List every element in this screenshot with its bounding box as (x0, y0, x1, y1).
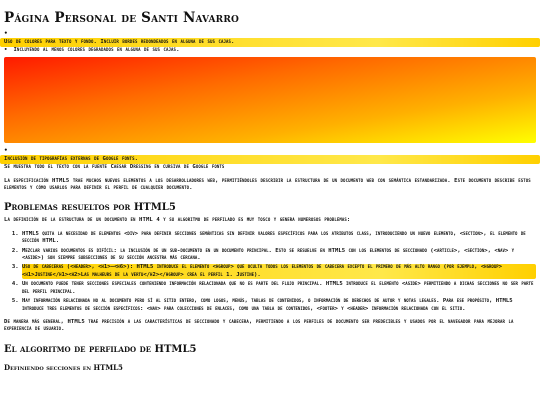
problem-item: 5. Hay información relacionada no al documento pero sí al sitio entero, como logos, menús, tablas de contenidos, o información de derechos de autor y notas legales. Para ese propósito, HTML5 introduce tres elementos de sección específicos: <nav> para colecciones de enlaces, como una tabla de contenidos, <footer> y <header> información relacionada con el sitio. (22, 298, 536, 313)
problem-item: 2. Mezclar varios documentos es difícil: la inclusión de un sub-documento en un documento principal. Esto se resuelve en HTML5 con los elementos de seccionado (<article>, <section>, <nav> y <aside>) son siempre subsecciones de su sección ancestra más cercana. (22, 248, 536, 263)
problems-list (4, 231, 536, 313)
fonts-requirement-highlight: Inclusión de tipografías externas de Google fonts. (0, 155, 540, 164)
colors-requirement-highlight: Uso de colores para texto y fondo. Incluir bordes redondeados en alguna de sus cajas. (0, 38, 540, 47)
problem-item: 3. Uso de cabeceras (<header>, <h1>–<h6>): HTML5 introduce el elemento <hgroup> que oculta todos los elementos de cabecera excepto el primero de más alto rango (por ejemplo, <hgroup><h1>Justine</h1><h2>Las malheurs de la vertu</h2></hgroup> crea el perfil 1. Justine). (22, 264, 536, 279)
bullet-marker-2: • (4, 146, 8, 154)
problems-intro: La definición de la estructura de un documento en HTML 4 y su algoritmo de perfilado es muy tosco y genera numerosos problemas: (4, 217, 351, 224)
gradient-box (4, 57, 536, 143)
algorithm-subheading: Definiendo secciones en HTML5 (4, 362, 123, 372)
gradient-sub-item (4, 47, 536, 54)
problems-closing: De manera más general, HTML5 trae precisión a las características de seccionado y cabecera, permitiendo a los perfiles de documento ser predecibles y usados por el navegador para mejorar la experiencia de usuario. (4, 318, 514, 333)
fonts-description: Se muestra todo el texto con la fuente Caesar Dressing en cursiva de Google fonts (4, 164, 225, 171)
gradient-sub-item-text: Incluyendo al menos colores degradados en alguna de sus cajas. (13, 47, 180, 54)
sub-bullet-marker: • (4, 47, 8, 54)
bullet-marker: • (4, 30, 8, 37)
intro-paragraph: La especificación HTML5 trae muchos nuevos elementos a los desarrolladores web, permitiéndoles describir la estructura de un documento web con semántica estandarizada. Este documento describe estos elementos y cómo usarlos para definir el perfil de cualquier documento. (4, 177, 531, 192)
problem-item: 1. HTML5 quita la necesidad de elementos <div> para definir secciones semánticas sin definir valores específicos para los atributos class, introduciendo un nuevo elemento, <section>, el elemento de sección HTML. (22, 231, 536, 246)
problems-heading: Problemas resueltos por HTML5 (4, 202, 176, 214)
problem-item: 4. Un documento puede tener secciones especiales conteniendo información relacionada que no es parte del flujo principal. HTML5 introduce el elemento <aside> permitiendo a dichas secciones no ser parte del perfil principal. (22, 281, 536, 296)
algorithm-heading: El algoritmo de perfilado de HTML5 (4, 343, 197, 355)
page-title: Página Personal de Santi Navarro (4, 10, 240, 26)
